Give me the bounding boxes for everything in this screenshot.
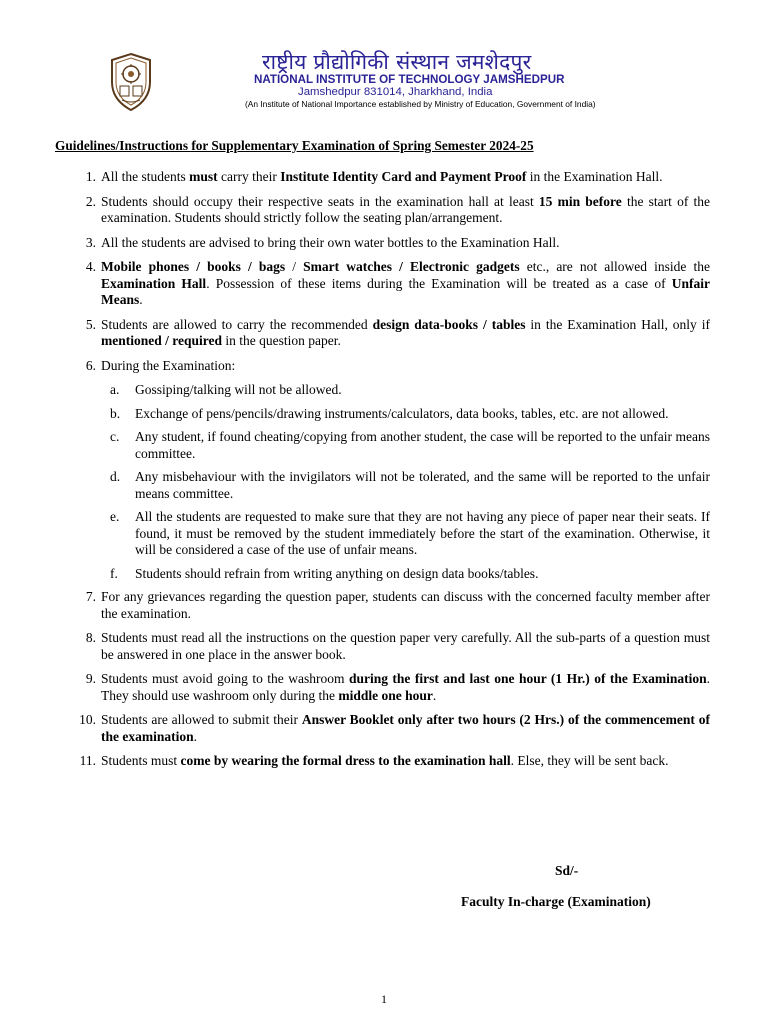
sub-list-item-text: Any misbehaviour with the invigilators will not be tolerated, and the same will be reported to the unfair means committee.: [135, 469, 710, 501]
bold-text: Unfair Means: [101, 275, 710, 307]
page-number: 1: [381, 992, 387, 1006]
text-run: in the Examination Hall.: [526, 169, 663, 184]
list-item-text: [101, 712, 710, 744]
sub-list-item-text: Gossiping/talking will not be allowed.: [135, 382, 342, 397]
signature-sd: Sd/-: [555, 863, 579, 878]
list-item-text: [101, 630, 710, 662]
list-item: [0, 753, 768, 770]
text-run: .: [139, 292, 143, 307]
list-item-text: [101, 259, 710, 307]
sub-list-item: [0, 566, 768, 583]
bold-text: Institute Identity Card and Payment Proof: [280, 169, 527, 184]
text-run: .: [432, 687, 437, 703]
letterhead: [0, 0, 768, 120]
sub-list: [0, 382, 768, 582]
text-run: in the question paper.: [222, 333, 341, 348]
institute-name-hindi: राष्ट्रीय प्रौद्योगिकी संस्थान जमशेदपुर: [262, 50, 532, 74]
sub-list-item: [0, 406, 768, 423]
list-item-number: 11.: [79, 753, 96, 768]
text-run: All the students: [101, 169, 190, 184]
bold-text: during the first and last one hour (1 Hr.) of the Examination: [348, 671, 707, 686]
guidelines-list: [0, 169, 768, 778]
sub-list-item-text: Any student, if found cheating/copying from another student, the case will be reported to the unfair means committee.: [135, 429, 710, 461]
bold-text: mentioned / required: [101, 333, 223, 348]
list-item-number: 1.: [85, 169, 96, 184]
bold-text: Examination Hall: [101, 275, 207, 291]
list-item-text: [101, 317, 710, 349]
sub-list-item-letter: f.: [110, 565, 118, 581]
list-item: [0, 317, 768, 350]
bold-text: Smart watches / Electronic gadgets: [303, 259, 520, 274]
text-run: . Else, they will be sent back.: [510, 753, 669, 768]
list-item-number: 8.: [85, 630, 96, 645]
text-run: /: [285, 259, 304, 274]
bold-text: middle one hour: [338, 687, 433, 703]
sub-list-item: [0, 469, 768, 502]
text-run: Students must: [101, 753, 181, 768]
text-run: carry their: [217, 169, 281, 184]
sub-list-item-text: All the students are requested to make sure that they are not having any piece of paper near their seats. If found, it must be removed by the student immediately before the start of the examination. Otherwise, it will be considered a case of the use of unfair means.: [135, 509, 710, 557]
text-run: For any grievances regarding the question paper, students can discuss with the concerned faculty member after the examination.: [101, 589, 710, 621]
document-title: Guidelines/Instructions for Supplementary Examination of Spring Semester 2024-25: [55, 138, 534, 153]
list-item: [0, 712, 768, 745]
list-item-text: [101, 235, 560, 250]
sub-list-item: [0, 382, 768, 399]
institute-note: (An Institute of National Importance established by Ministry of Education, Government of India): [245, 99, 596, 109]
sub-list-item-letter: c.: [110, 429, 120, 444]
bold-text: must: [189, 169, 218, 184]
text-run: All the students are advised to bring their own water bottles to the Examination Hall.: [101, 234, 560, 250]
list-item-number: 3.: [85, 234, 96, 250]
text-run: . Possession of these items during the Examination will be treated as a case of: [206, 275, 672, 291]
institute-name-english: NATIONAL INSTITUTE OF TECHNOLOGY JAMSHEDPUR: [254, 73, 565, 86]
bold-text: 15 min before: [538, 193, 622, 209]
list-item-text: [101, 671, 710, 703]
list-item: [0, 671, 768, 704]
list-item-text: [101, 358, 235, 373]
list-item-number: 6.: [85, 357, 96, 373]
text-run: Students should occupy their respective seats in the examination hall at least: [101, 193, 539, 209]
text-run: Students must avoid going to the washroom: [101, 671, 349, 686]
text-run: the start of the examination. Students should strictly follow the seating plan/arrangement.: [101, 193, 710, 225]
sub-list-item-letter: d.: [110, 469, 121, 484]
list-item-number: 2.: [85, 193, 96, 209]
text-run: .: [193, 728, 197, 744]
signature-designation: Faculty In-charge (Examination): [461, 894, 651, 909]
bold-text: design data-books / tables: [372, 316, 526, 332]
sub-list-item: [0, 509, 768, 559]
list-item: [0, 259, 768, 309]
list-item-number: 4.: [85, 259, 96, 274]
list-item-number: 5.: [85, 316, 96, 332]
text-run: in the Examination Hall, only if: [525, 316, 710, 332]
bold-text: Answer Booklet only after two hours (2 Hrs.) of the commencement of the examination: [101, 712, 710, 744]
text-run: During the Examination:: [101, 357, 236, 373]
list-item: [0, 630, 768, 663]
bold-text: come by wearing the formal dress to the examination hall: [180, 753, 511, 768]
list-item-number: 7.: [85, 589, 96, 604]
list-item: [0, 194, 768, 227]
bold-text: Mobile phones / books / bags: [101, 259, 286, 274]
list-item-text: [101, 194, 710, 226]
institute-emblem-icon: [108, 52, 154, 112]
list-item-text: [101, 169, 662, 184]
sub-list-item: [0, 429, 768, 462]
list-item-number: 9.: [85, 671, 96, 686]
sub-list-item-text: Students should refrain from writing anything on design data books/tables.: [135, 565, 539, 581]
list-item: [0, 169, 768, 186]
sub-list-item-letter: e.: [110, 509, 120, 524]
list-item: [0, 589, 768, 622]
text-run: Students must read all the instructions on the question paper very carefully. All the sub-parts of a question must be answered in one place in the answer book.: [101, 630, 710, 662]
list-item-text: [101, 753, 668, 768]
institute-address: Jamshedpur 831014, Jharkhand, India: [298, 86, 493, 98]
sub-list-item-letter: a.: [110, 382, 120, 397]
sub-list-item-letter: b.: [110, 405, 121, 421]
list-item-text: [101, 589, 710, 621]
sub-list-item-text: Exchange of pens/pencils/drawing instruments/calculators, data books, tables, etc. are not allowed.: [135, 405, 669, 421]
list-item: [0, 358, 768, 375]
list-item-number: 10.: [79, 712, 96, 727]
list-item: [0, 235, 768, 252]
text-run: . They should use washroom only during the: [101, 671, 710, 703]
text-run: etc., are not allowed inside the: [519, 259, 710, 274]
text-run: Students are allowed to carry the recommended: [101, 316, 373, 332]
text-run: Students are allowed to submit their: [101, 712, 302, 727]
